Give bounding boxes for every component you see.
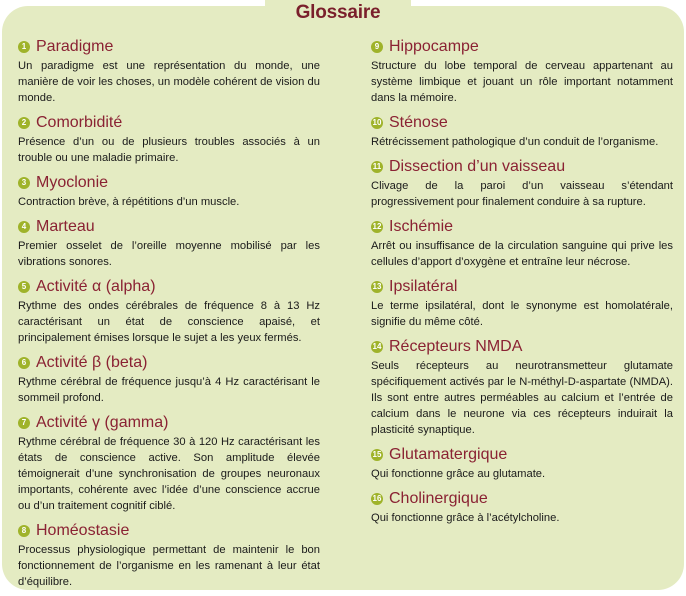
- glossary-entry: [18, 352, 320, 406]
- entry-heading: [371, 488, 673, 510]
- entry-heading: [18, 520, 320, 542]
- entry-term: Hippocampe: [389, 38, 479, 55]
- entry-heading: [371, 36, 673, 58]
- entry-definition: Rythme des ondes cérébrales de fréquence 8 à 13 Hz caractérisant un état de conscience apaisé, et principalement émises lorsque le sujet a les yeux fermés.: [18, 300, 320, 344]
- glossary-entry: [371, 336, 673, 438]
- number-badge: 6: [18, 357, 30, 369]
- entry-heading: [371, 156, 673, 178]
- entry-term: Marteau: [36, 218, 95, 235]
- entry-heading: [18, 172, 320, 194]
- entry-heading: [18, 112, 320, 134]
- entry-definition: Rétrécissement pathologique d’un conduit de l’organisme.: [371, 136, 659, 148]
- glossary-entry: [18, 520, 320, 590]
- entry-definition: Contraction brève, à répétitions d’un muscle.: [18, 196, 240, 208]
- glossary-right-column: [371, 36, 673, 532]
- glossary-left-column: [18, 36, 320, 596]
- entry-definition: Rythme cérébral de fréquence jusqu’à 4 Hz caractérisant le sommeil profond.: [18, 376, 320, 404]
- number-badge: 12: [372, 222, 382, 231]
- entry-term: Paradigme: [36, 38, 114, 55]
- glossary-title-tab: [265, 0, 411, 26]
- entry-heading: [371, 112, 673, 134]
- entry-heading: [371, 216, 673, 238]
- number-badge: 15: [372, 450, 382, 459]
- entry-term: Activité α (alpha): [36, 278, 156, 295]
- entry-heading: [18, 36, 320, 58]
- number-badge: 11: [372, 162, 382, 171]
- entry-definition: Processus physiologique permettant de maintenir le bon fonctionnement de l’organisme en les ramenant à leur état d’équilibre.: [18, 544, 320, 588]
- entry-term: Myoclonie: [36, 174, 109, 191]
- number-badge: 16: [372, 494, 382, 503]
- entry-term: Activité β (beta): [36, 354, 148, 371]
- entry-heading: [18, 352, 320, 374]
- entry-term: Comorbidité: [36, 114, 123, 131]
- glossary-entry: [18, 172, 320, 210]
- entry-heading: [18, 216, 320, 238]
- entry-definition: Qui fonctionne grâce au glutamate.: [371, 468, 546, 480]
- number-badge: 2: [18, 117, 30, 129]
- glossary-entry: [18, 276, 320, 346]
- glossary-entry: [18, 36, 320, 106]
- entry-term: Sténose: [389, 114, 448, 131]
- number-badge: 7: [18, 417, 30, 429]
- entry-term: Glutamatergique: [389, 446, 508, 463]
- number-badge: 5: [18, 281, 30, 293]
- glossary-entry: [371, 156, 673, 210]
- glossary-entry: [371, 444, 673, 482]
- entry-definition: Premier osselet de l’oreille moyenne mobilisé par les vibrations sonores.: [18, 240, 320, 268]
- entry-definition: Structure du lobe temporal de cerveau appartenant au système limbique et jouant un rôle important notamment dans la mémoire.: [371, 60, 673, 104]
- entry-term: Cholinergique: [389, 490, 488, 507]
- glossary-entry: [371, 276, 673, 330]
- number-badge: 1: [18, 41, 30, 53]
- entry-definition: Rythme cérébral de fréquence 30 à 120 Hz caractérisant les états de conscience active. Son amplitude élevée témoignerait d’une synchronisation de groupes neuronaux importants, cohérente avec l’idée d’une conscience accrue ou d’un traitement cognitif ciblé.: [18, 436, 320, 512]
- entry-term: Ipsilatéral: [389, 278, 458, 295]
- entry-definition: Un paradigme est une représentation du monde, une manière de voir les choses, un modèle cohérent de vision du monde.: [18, 60, 320, 104]
- entry-definition: Clivage de la paroi d’un vaisseau s’étendant progressivement pour finalement conduire à sa rupture.: [371, 180, 673, 208]
- entry-term: Dissection d’un vaisseau: [389, 158, 566, 175]
- entry-definition: Présence d’un ou de plusieurs troubles associés à un trouble ou une maladie primaire.: [18, 136, 320, 164]
- entry-term: Activité γ (gamma): [36, 414, 169, 431]
- entry-heading: [18, 412, 320, 434]
- number-badge: 10: [372, 118, 382, 127]
- number-badge: 8: [18, 525, 30, 537]
- entry-definition: Le terme ipsilatéral, dont le synonyme est homolatérale, signifie du même côté.: [371, 300, 673, 328]
- glossary-entry: [371, 36, 673, 106]
- number-badge: 14: [372, 342, 382, 351]
- entry-heading: [371, 336, 673, 358]
- entry-heading: [371, 276, 673, 298]
- number-badge: 4: [18, 221, 30, 233]
- glossary-entry: [371, 112, 673, 150]
- entry-term: Homéostasie: [36, 522, 130, 539]
- entry-definition: Seuls récepteurs au neurotransmetteur glutamate spécifiquement activés par le N-méthyl-D-aspartate (NMDA). Ils sont entre autres perméables au calcium et l’entrée de calcium dans le neurone via ces récepteurs induirait la plasticité synaptique.: [371, 360, 673, 436]
- entry-term: Ischémie: [389, 218, 454, 235]
- number-badge: 9: [371, 41, 383, 53]
- glossary-entry: [371, 216, 673, 270]
- glossary-entry: [18, 216, 320, 270]
- glossary-entry: [18, 412, 320, 514]
- glossary-panel: [2, 6, 684, 590]
- entry-definition: Qui fonctionne grâce à l’acétylcholine.: [371, 512, 560, 524]
- entry-definition: Arrêt ou insuffisance de la circulation sanguine qui prive les cellules d’apport d’oxygène et entraîne leur nécrose.: [371, 240, 673, 268]
- entry-heading: [371, 444, 673, 466]
- glossary-entry: [371, 488, 673, 526]
- entry-term: Récepteurs NMDA: [389, 338, 523, 355]
- entry-heading: [18, 276, 320, 298]
- number-badge: 13: [372, 282, 382, 291]
- page-title: Glossaire: [295, 2, 381, 23]
- glossary-entry: [18, 112, 320, 166]
- number-badge: 3: [18, 177, 30, 189]
